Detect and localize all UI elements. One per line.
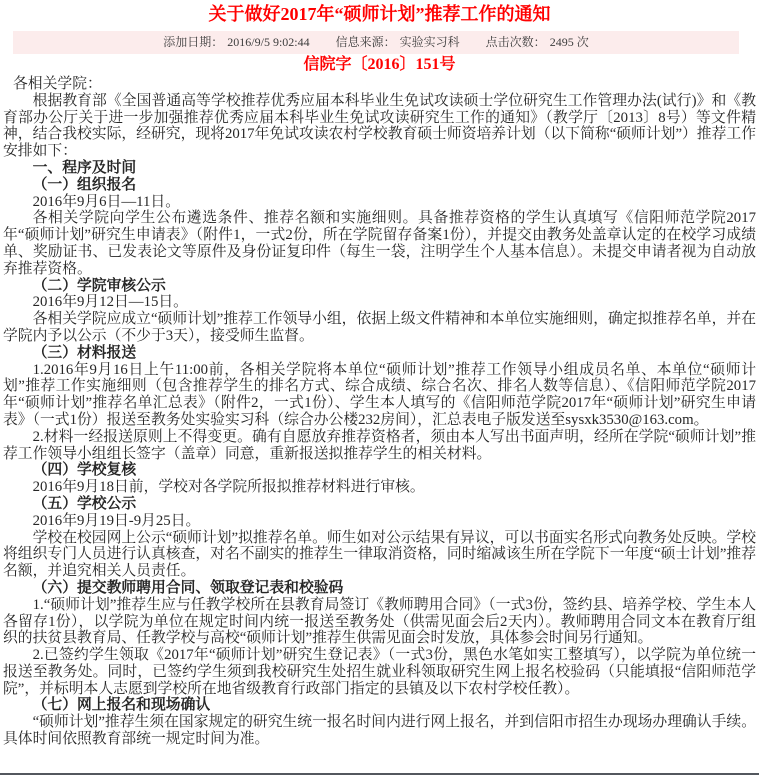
paragraph: （五）学校公示 [32, 495, 137, 512]
bottom-divider [0, 773, 759, 775]
paragraph: 1.“硕师计划”推荐生应与任教学校所在县教育局签订《教师聘用合同》（一式3份，签约县、培养学校、学生本人各留存1份），以学院为单位在规定时间内统一报送至教务处（供需见面会后2天内）。教师聘用合同文本在教育厅组织的扶贫县教育局、任教学校与高校“硕师计划”推荐生供需见面会时发放，具体参会时间另行通知。 [3, 596, 756, 647]
document-body [0, 76, 759, 748]
paragraph: 各相关学院向学生公布遴选条件、推荐名额和实施细则。具备推荐资格的学生认真填写《信阳师范学院2017年“硕师计划”研究生申请表》（附件1，一式2份，所在学院留存备案1份），并提交由教务处盖章认定的在校学习成绩单、奖励证书、已发表论文等原件及身份证复印件（每生一袋，注明学生个人基本信息）。未提交申请者视为自动放弃推荐资格。 [3, 210, 756, 277]
page-title: 关于做好2017年“硕师计划”推荐工作的通知 [208, 4, 551, 24]
paragraph: “硕师计划”推荐生须在国家规定的研究生统一报名时间内进行网上报名，并到信阳市招生办现场办理确认手续。具体时间依照教育部统一规定时间为准。 [3, 714, 756, 748]
paragraph: （三）材料报送 [32, 344, 137, 361]
paragraph: 2016年9月19日-9月25日。 [32, 512, 201, 529]
paragraph: 2016年9月6日—11日。 [32, 193, 181, 210]
paragraph: 学校在校园网上公示“硕师计划”拟推荐名单。师生如对公示结果有异议，可以书面实名形式向教务处反映。学校将组织专门人员进行认真核查，对名不副实的推荐生一律取消资格，同时缩减该生所在学院下一年度“硕士计划”推荐名额，并追究相关人员责任。 [3, 529, 756, 580]
paragraph: 1.2016年9月16日上午11:00前，各相关学院将本单位“硕师计划”推荐工作领导小组成员名单、本单位“硕师计划”推荐工作实施细则（包含推荐学生的排名方式、综合成绩、综合名次、排名人数等信息）、《信阳师范学院2017年“硕师计划”推荐名单汇总表》（附件2，一式1份）、学生本人填写的《信阳师范学院2017年“硕师计划”研究生申请表》（一式1份）报送至教务处实验实习科（综合办公楼232房间），汇总表电子版发送至sysxk3530@163.com。 [3, 361, 756, 428]
meta-date [163, 35, 309, 49]
meta-date-value: 2016/9/5 9:02:44 [227, 35, 310, 49]
paragraph: 根据教育部《全国普通高等学校推荐优秀应届本科毕业生免试攻读硕士学位研究生工作管理办法(试行)》和《教育部办公厅关于进一步加强推荐优秀应届本科毕业生免试攻读研究生工作的通知》（教学厅〔2013〕8号）等文件精神，结合我校实际，经研究，现将2017年免试攻读农村学校教育硕士师资培养计划（以下简称“硕师计划”）推荐工作安排如下： [3, 92, 757, 160]
paragraph: 2016年9月18日前，学校对各学院所报拟推荐材料进行审核。 [32, 479, 425, 496]
meta-bar [13, 31, 739, 54]
paragraph: 2.已签约学生领取《2017年“硕师计划”研究生登记表》（一式3份，黑色水笔如实工整填写），以学院为单位统一报送至教务处。同时，已签约学生须到我校研究生处招生就业科领取研究生网上报名校验码（只能填报“信阳师范学院”，并标明本人志愿到学校所在地省级教育行政部门指定的县镇及以下农村学校任教）。 [3, 647, 756, 697]
meta-hits [486, 35, 589, 49]
meta-source-label: 信息来源： [335, 35, 396, 49]
paragraph: 各相关学院： [13, 76, 102, 92]
meta-hits-label: 点击次数： [485, 35, 546, 49]
paragraph: 2016年9月12日—15日。 [32, 294, 188, 311]
paragraph: 一、程序及时间 [32, 159, 137, 176]
meta-hits-value: 2495 次 [549, 35, 589, 49]
paragraph: （一）组织报名 [32, 176, 137, 193]
meta-source-value: 实验实习科 [399, 35, 460, 49]
paragraph: （二）学院审核公示 [32, 277, 166, 294]
doc-number: 信院字〔2016〕151号 [303, 56, 456, 73]
meta-source [336, 35, 460, 49]
paragraph: 各相关学院应成立“硕师计划”推荐工作领导小组，依据上级文件精神和本单位实施细则，确定拟推荐名单，并在学院内予以公示（不少于3天），接受师生监督。 [3, 311, 756, 344]
paragraph: （七）网上报名和现场确认 [32, 697, 211, 714]
meta-date-label: 添加日期： [163, 35, 224, 49]
paragraph: 2.材料一经报送原则上不得变更。确有自愿放弃推荐资格者，须由本人写出书面声明，经所在学院“硕师计划”推荐工作领导小组组长签字（盖章）同意，重新报送拟推荐学生的相关材料。 [3, 428, 756, 462]
paragraph: （六）提交教师聘用合同、领取登记表和校验码 [32, 579, 344, 596]
paragraph: （四）学校复核 [32, 462, 137, 479]
